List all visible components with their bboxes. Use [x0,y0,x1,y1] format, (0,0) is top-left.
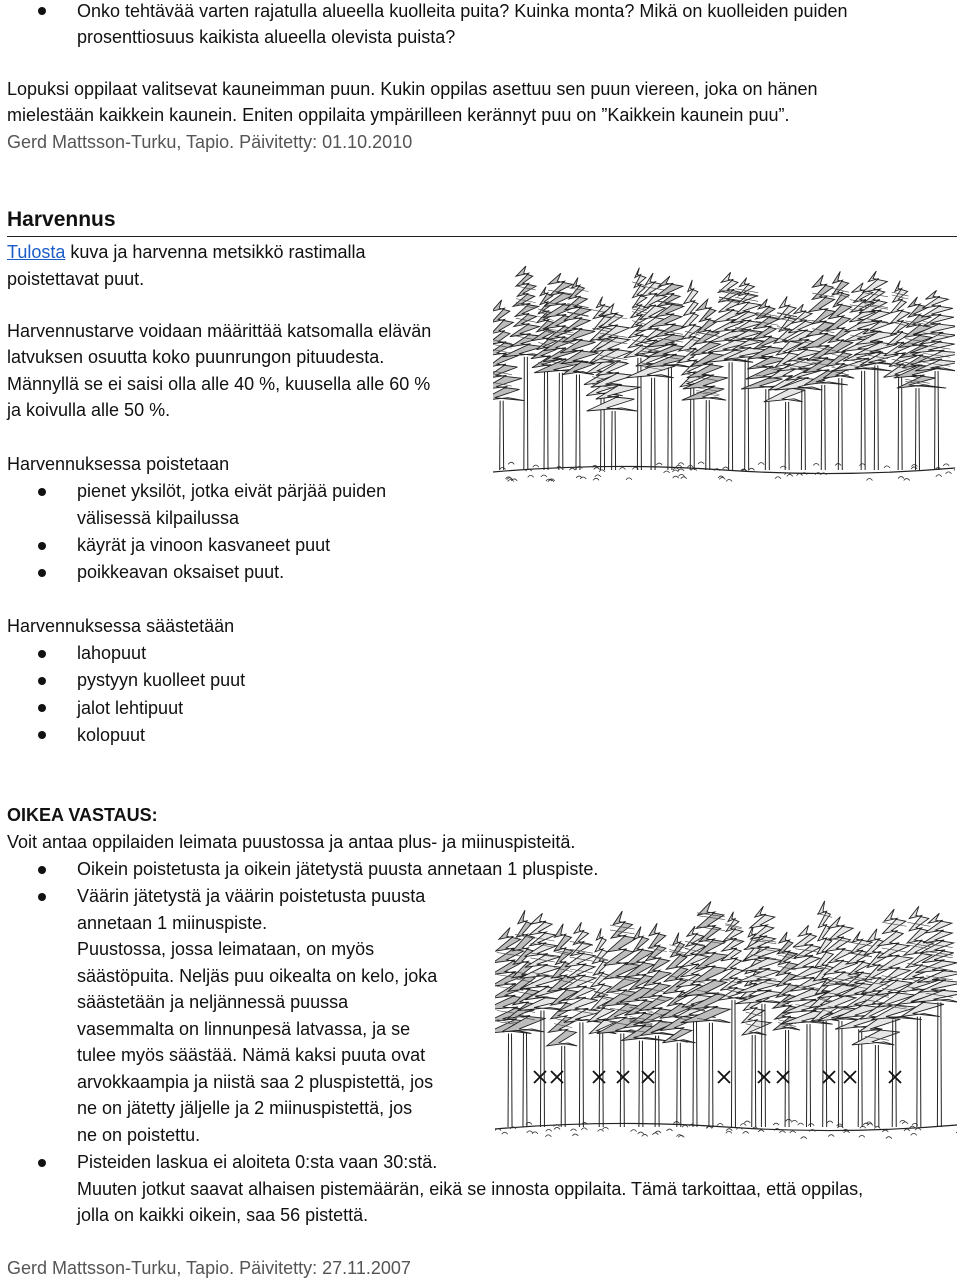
ground-texture [791,1120,797,1122]
ground-texture [631,1130,637,1132]
ground-texture [698,462,704,464]
answer-item-cont: Muuten jotkut saavat alhaisen pistemäärän, eikä se innosta oppilaita. Tämä tarkoittaa, että oppilas, [77,1179,864,1199]
x-mark-icon [777,1071,789,1083]
answer-intro: Voit antaa oppilaiden leimata puustossa ja antaa plus- ja miinuspisteitä. [7,832,576,852]
ground-texture [581,1128,587,1130]
ground-texture [571,1129,577,1131]
ground-texture [886,1137,892,1139]
saastetaan-title: Harvennuksessa säästetään [7,616,235,636]
x-mark-icon [758,1071,770,1083]
bullet-dot-icon [38,488,46,496]
answer-item-cont: jolla on kaikki oikein, saa 56 pistettä. [77,1205,369,1225]
ground-texture [726,1131,732,1133]
section-heading: Harvennus [7,208,116,231]
ground-texture [726,1129,732,1131]
ground-texture [801,1137,807,1139]
ground-texture [541,475,547,477]
ground-texture [790,1131,796,1133]
bullet-dot-icon [38,7,46,15]
ground-texture [911,467,917,469]
ground-texture [528,475,534,477]
ground-texture [667,1129,673,1131]
ground-texture [748,468,754,470]
ground-texture [758,463,764,465]
ground-texture [943,464,949,466]
list-item: poikkeavan oksaiset puut. [77,562,285,582]
poistetaan-title: Harvennuksessa poistetaan [7,454,230,474]
ground-texture [673,476,679,478]
ground-texture [569,468,575,470]
x-mark-icon [642,1071,654,1083]
x-mark-icon [889,1071,901,1083]
bullet-dot-icon [38,704,46,712]
tarve-line: ja koivulla alle 50 %. [7,400,171,420]
ground-texture [626,478,632,480]
list-item: jalot lehtipuut [77,698,184,718]
intro-line [7,239,366,265]
x-mark-icon [718,1071,730,1083]
ground-texture [672,470,678,472]
ground-texture [859,464,865,466]
ground-texture [779,1131,785,1133]
ground-texture [902,1122,908,1124]
ground-texture [500,468,506,470]
x-mark-icon [823,1071,835,1083]
list-item-cont: välisessä kilpailussa [77,508,240,528]
bullet-dot-icon [38,677,46,685]
list-item: pienet yksilöt, jotka eivät pärjää puiden [77,481,387,501]
ground-texture [904,479,910,481]
intro-line-2: poistettavat puut. [7,269,145,289]
answer-item-cont: ne on poistettu. [77,1125,201,1145]
answer-item-cont: säästetään ja neljännessä puussa [77,992,349,1012]
list-item: käyrät ja vinoon kasvaneet puut [77,535,331,555]
forest-illustration [493,262,955,490]
ground-texture [678,463,684,465]
credit-line: Gerd Mattsson-Turku, Tapio. Päivitetty: 27.11.2007 [7,1258,411,1278]
ground-texture [884,466,890,468]
ground-texture [775,477,781,479]
ground-texture [898,477,904,479]
print-link[interactable]: Tulosta [7,242,66,262]
answer-item-cont: tulee myös säästää. Nämä kaksi puuta ovat [77,1045,426,1065]
ground-texture [593,478,599,480]
ground-texture [719,477,725,479]
tarve-line: Männyllä se ei saisi olla alle 40 %, kuusella alle 60 % [7,374,431,394]
forest-drawing [493,262,955,490]
paragraph-line: Lopuksi oppilaat valitsevat kauneimman puun. Kukin oppilas asettuu sen puun viereen, joka on hänen [7,79,818,99]
ground-texture [954,469,955,471]
ground-texture [744,1121,750,1123]
ground-texture [726,480,732,482]
ground-texture [546,1129,552,1131]
ground-texture [904,1129,910,1131]
x-mark-icon [844,1071,856,1083]
ground-texture [678,474,684,476]
paragraph-line: mielestään kaikkein kaunein. Eniten oppilaita ympärilleen kerännyt puu on ”Kaikkein kaunein puu”. [7,105,790,125]
answer-item-cont: annetaan 1 miinuspiste. [77,913,268,933]
ground-texture [656,463,662,465]
ground-texture [828,1135,834,1137]
ground-texture [533,465,539,467]
ground-texture [798,1123,804,1125]
bullet-dot-icon [38,893,46,901]
list-item: pystyyn kuolleet puut [77,670,246,690]
answer-item: Oikein poistetusta ja oikein jätetystä puusta annetaan 1 pluspiste. [77,859,599,879]
bullet-dot-icon [38,731,46,739]
ground-texture [502,1132,508,1134]
ground-texture [844,1131,850,1133]
ground-texture [773,1123,779,1125]
ground-texture [827,1121,833,1123]
ground-texture [860,1126,866,1128]
ground-line [495,1123,957,1130]
ground-texture [664,471,670,473]
bullet-dot-icon [38,866,46,874]
answer-item-cont: Puustossa, jossa leimataan, on myös [77,939,375,959]
ground-texture [837,1124,843,1126]
answer-item-cont: ne on jätetty jäljelle ja 2 miinuspistettä, jos [77,1098,413,1118]
ground-texture [758,1130,764,1132]
ground-texture [572,1134,578,1136]
ground-texture [946,472,952,474]
forest-marked-drawing [495,895,957,1147]
bullet-dot-icon [38,1159,46,1167]
question-text: Onko tehtävää varten rajatulla alueella kuolleita puita? Kuinka monta? Mikä on kuolleiden puiden [77,1,848,21]
tarve-line: latvuksen osuutta koko puunrungon pituudesta. [7,347,385,367]
ground-texture [673,468,679,470]
ground-texture [882,1130,888,1132]
ground-texture [638,1132,644,1134]
ground-texture [681,477,687,479]
ground-texture [813,463,819,465]
ground-texture [594,468,600,470]
bullet-dot-icon [38,650,46,658]
ground-texture [642,1134,648,1136]
answer-item-cont: säästöpuita. Neljäs puu oikealta on kelo, joka [77,966,438,986]
ground-texture [532,1132,538,1134]
ground-texture [740,1124,746,1126]
ground-texture [911,1133,917,1135]
ground-texture [723,467,729,469]
ground-texture [603,1127,609,1129]
answer-item-cont: vasemmalta on linnunpesä latvassa, ja se [77,1019,411,1039]
ground-texture [936,475,942,477]
ground-texture [717,1124,723,1126]
intro-rest: kuva ja harvenna metsikkö rastimalla [65,242,366,262]
ground-texture [866,479,872,481]
ground-texture [859,1135,865,1137]
ground-texture [678,469,684,471]
ground-texture [508,462,514,464]
question-text-cont: prosenttiosuus kaikista alueella olevista puista? [77,27,456,47]
ground-texture [619,468,625,470]
bullet-dot-icon [38,569,46,577]
ground-texture [554,1127,560,1129]
answer-title: OIKEA VASTAUS: [7,805,158,825]
answer-item-cont: arvokkaampia ja niistä saa 2 pluspistettä, jos [77,1072,434,1092]
ground-texture [598,1130,604,1132]
forest-marked-illustration [495,895,957,1147]
tarve-line: Harvennustarve voidaan määrittää katsomalla elävän [7,321,432,341]
ground-texture [956,1131,957,1133]
ground-texture [527,1131,533,1133]
ground-texture [787,474,793,476]
ground-texture [599,470,605,472]
list-item: lahopuut [77,643,147,663]
credit-line: Gerd Mattsson-Turku, Tapio. Päivitetty: 01.10.2010 [7,132,413,152]
answer-item: Pisteiden laskua ei aloiteta 0:sta vaan 30:stä. [77,1152,438,1172]
x-mark-icon [617,1071,629,1083]
ground-texture [808,1124,814,1126]
bullet-dot-icon [38,542,46,550]
ground-texture [682,1125,688,1127]
ground-texture [595,475,601,477]
ground-texture [743,1132,749,1134]
answer-item: Väärin jätetystä ja väärin poistetusta puusta [77,886,426,906]
heading-rule [7,236,957,237]
ground-texture [911,465,917,467]
ground-texture [545,1135,551,1137]
list-item: kolopuut [77,725,146,745]
